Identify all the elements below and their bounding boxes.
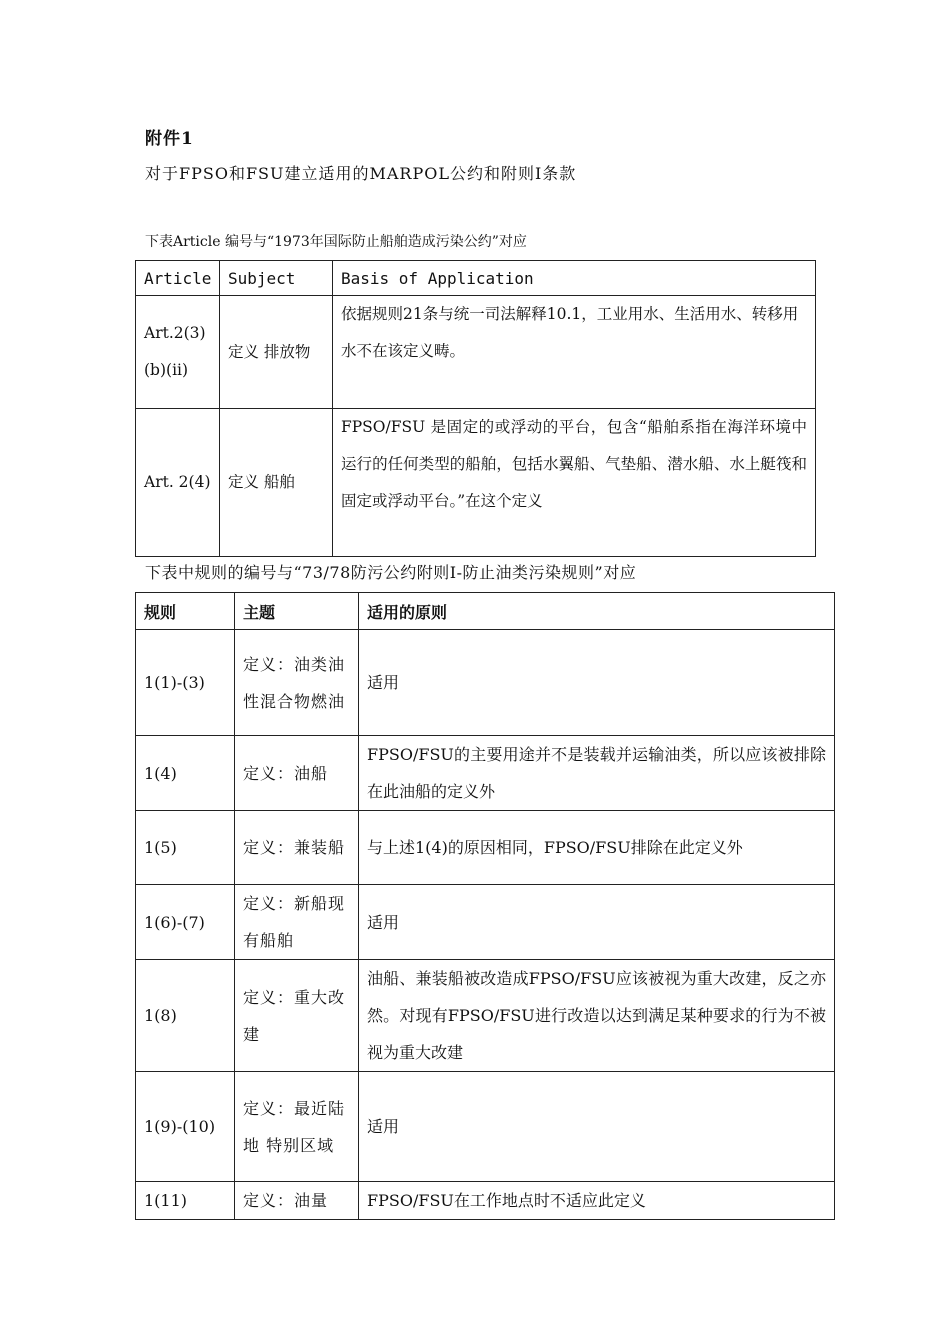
rule-cell: 1(6)-(7): [136, 885, 235, 960]
table-row: [136, 296, 816, 409]
column-header-rule: 规则: [136, 593, 235, 630]
subject-cell: 定义：油类油性混合物燃油: [235, 630, 359, 736]
article-cell: Art.2(3) (b)(ii): [136, 296, 220, 409]
principle-cell: 与上述1(4)的原因相同，FPSO/FSU排除在此定义外: [359, 811, 835, 885]
table1-caption: 下表Article 编号与“1973年国际防止船舶造成污染公约”对应: [145, 234, 527, 250]
table-header-row: [136, 593, 835, 630]
subject-cell: 定义 排放物: [220, 296, 333, 409]
table-row: [136, 1072, 835, 1182]
table-row: [136, 409, 816, 557]
subject-cell: 定义：油量: [235, 1182, 359, 1220]
principle-cell: 适用: [359, 630, 835, 736]
subject-cell: 定义 船舶: [220, 409, 333, 557]
column-header-basis: Basis of Application: [333, 261, 816, 296]
table2-caption: 下表中规则的编号与“73/78防污公约附则I-防止油类污染规则”对应: [145, 563, 637, 582]
column-header-principle: 适用的原则: [359, 593, 835, 630]
attachment-heading: 附件1: [145, 129, 194, 149]
table-row: [136, 885, 835, 960]
rule-cell: 1(4): [136, 736, 235, 811]
subject-cell: 定义：最近陆地 特别区域: [235, 1072, 359, 1182]
basis-cell: 依据规则21条与统一司法解释10.1，工业用水、生活用水、转移用水不在该定义畴。: [333, 296, 816, 409]
column-header-article: Article: [136, 261, 220, 296]
regulations-table: [135, 592, 835, 1220]
column-header-subject: Subject: [220, 261, 333, 296]
rule-cell: 1(1)-(3): [136, 630, 235, 736]
table-row: [136, 630, 835, 736]
rule-cell: 1(9)-(10): [136, 1072, 235, 1182]
table-row: [136, 1182, 835, 1220]
principle-cell: FPSO/FSU的主要用途并不是装载并运输油类，所以应该被排除在此油船的定义外: [359, 736, 835, 811]
table-row: [136, 736, 835, 811]
articles-table: [135, 260, 816, 557]
principle-cell: 油船、兼装船被改造成FPSO/FSU应该被视为重大改建，反之亦然。对现有FPSO/FSU进行改造以达到满足某种要求的行为不被视为重大改建: [359, 960, 835, 1072]
basis-cell: FPSO/FSU 是固定的或浮动的平台，包含“船舶系指在海洋环境中运行的任何类型的船舶，包括水翼船、气垫船、潜水船、水上艇筏和固定或浮动平台。”在这个定义: [333, 409, 816, 557]
subject-cell: 定义：油船: [235, 736, 359, 811]
subject-cell: 定义：兼装船: [235, 811, 359, 885]
table-row: [136, 811, 835, 885]
article-cell: Art. 2(4): [136, 409, 220, 557]
table-header-row: [136, 261, 816, 296]
rule-cell: 1(5): [136, 811, 235, 885]
rule-cell: 1(8): [136, 960, 235, 1072]
table-row: [136, 960, 835, 1072]
document-subtitle: 对于FPSO和FSU建立适用的MARPOL公约和附则I条款: [145, 164, 577, 183]
column-header-subject: 主题: [235, 593, 359, 630]
principle-cell: FPSO/FSU在工作地点时不适应此定义: [359, 1182, 835, 1220]
subject-cell: 定义：新船现有船舶: [235, 885, 359, 960]
subject-cell: 定义：重大改建: [235, 960, 359, 1072]
principle-cell: 适用: [359, 885, 835, 960]
principle-cell: 适用: [359, 1072, 835, 1182]
rule-cell: 1(11): [136, 1182, 235, 1220]
